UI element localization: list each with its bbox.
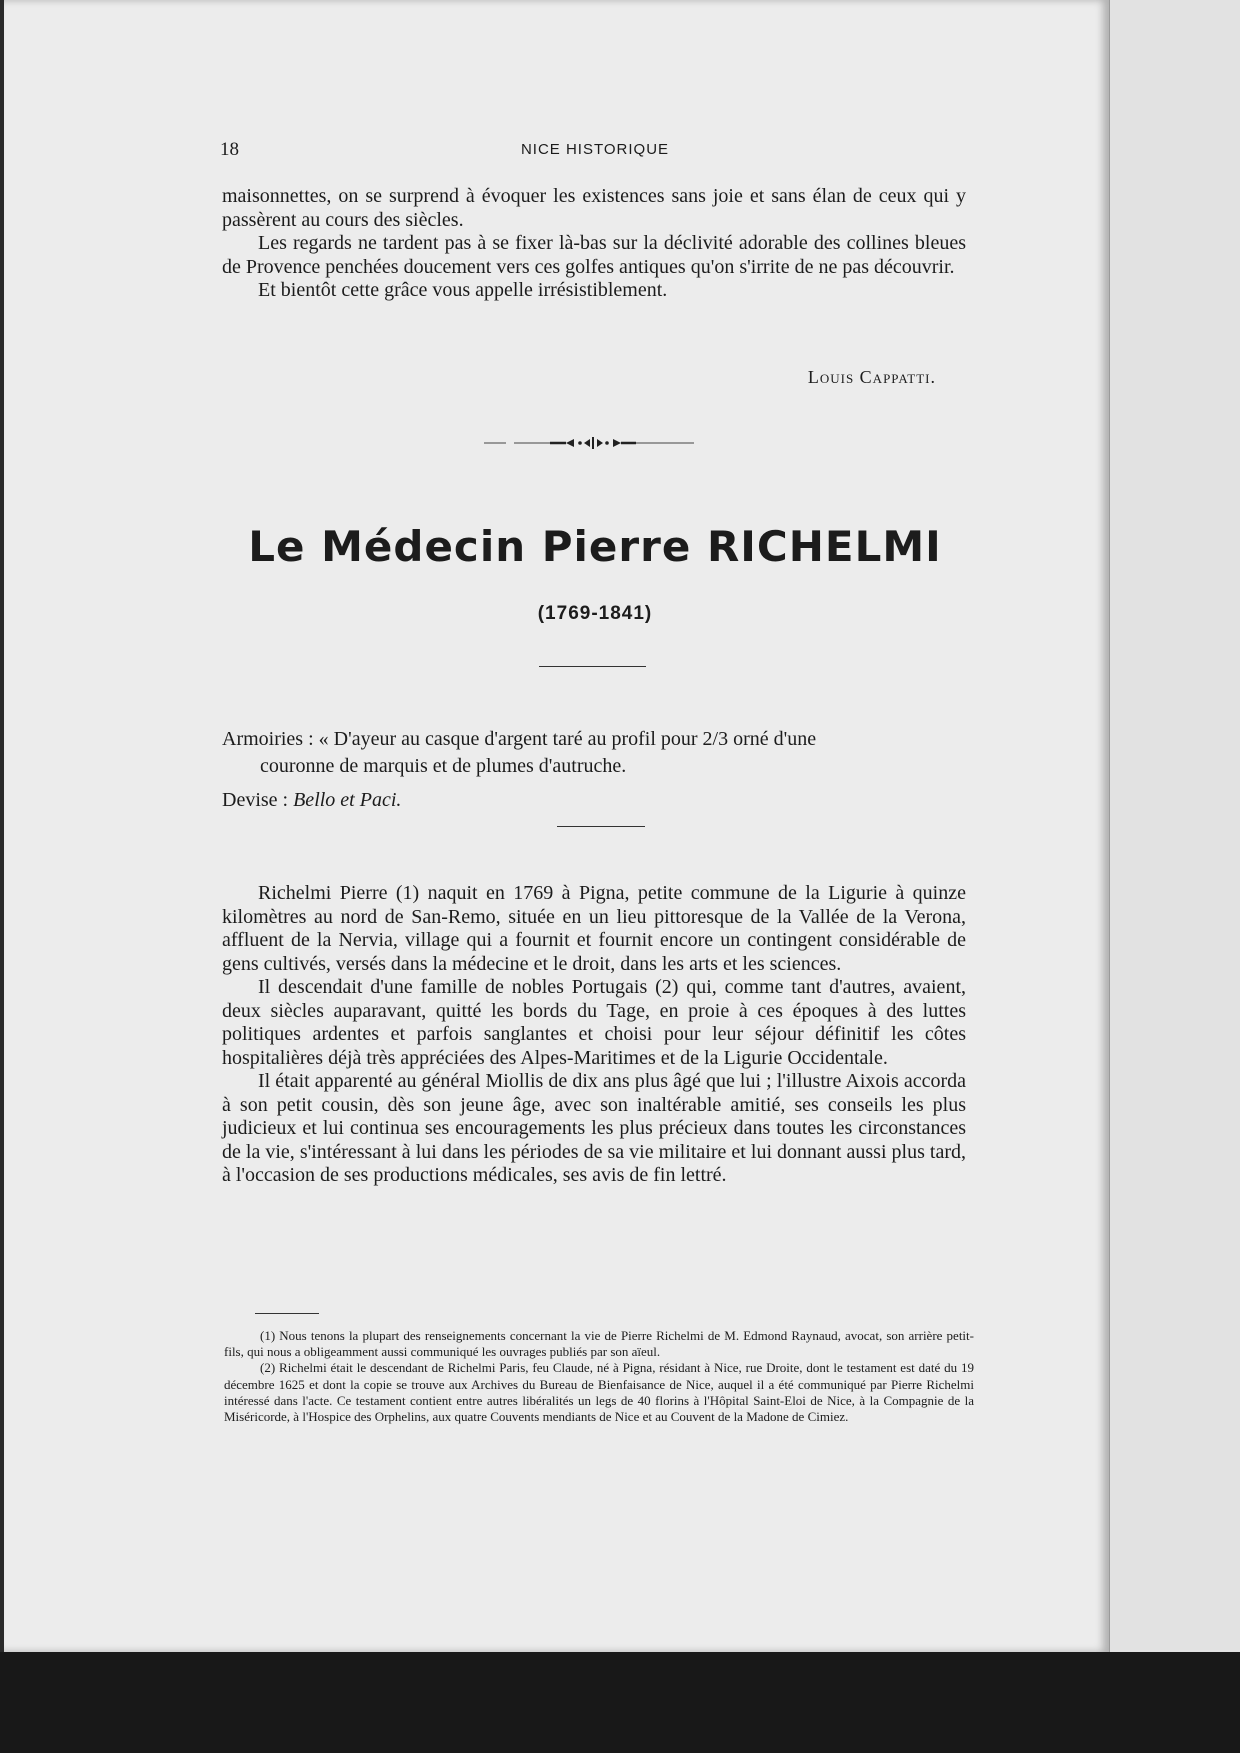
paragraph: maisonnettes, on se surprend à évoquer les existences sans joie et sans élan de ceux qui y passèrent au cours des siècles. <box>222 185 966 231</box>
previous-article-ending <box>222 185 966 303</box>
paragraph: Richelmi Pierre (1) naquit en 1769 à Pigna, petite commune de la Ligurie à quinze kilomètres au nord de San-Remo, située en un lieu pittoresque de la Vallée de la Verona, affluent de la Nervia, village qui a fournit et fournit encore un contingent considérable de gens cultivés, versés dans la médecine et le droit, dans les arts et les sciences. <box>222 882 966 975</box>
underlying-page <box>1108 0 1240 1660</box>
divider-rule <box>539 666 646 667</box>
devise <box>222 789 401 812</box>
section-divider-ornament <box>484 433 694 453</box>
article-body <box>222 882 966 1188</box>
armoiries-line: Armoiries : « D'ayeur au casque d'argent taré au profil pour 2/3 orné d'une <box>222 728 817 750</box>
article-dates: (1769-1841) <box>537 603 653 624</box>
devise-label: Devise : <box>222 789 289 811</box>
footnote: (2) Richelmi était le descendant de Richelmi Paris, feu Claude, né à Pigna, résidant à Nice, rue Droite, dont le testament est daté du 19 décembre 1625 et dont la copie se trouve aux Archives du Bureau de Bienfaisance de Nice, auquel il a été communiqué par Pierre Richelmi intéressé dans l'acte. Ce testament contient entre autres libéralités un legs de 40 florins à l'Hôpital Saint-Eloi de Nice, à la Compagnie de la Miséricorde, à l'Hospice des Orphelins, aux quatre Couvents mendiants de Nice et au Couvent de la Madone de Cimiez. <box>224 1360 974 1425</box>
footnote-rule <box>255 1313 319 1314</box>
armoiries-line: couronne de marquis et de plumes d'autruche. <box>260 755 627 777</box>
page-number: 18 <box>220 139 239 160</box>
article-title: Le Médecin Pierre RICHELMI <box>248 522 942 571</box>
paragraph: Il descendait d'une famille de nobles Portugais (2) qui, comme tant d'autres, avaient, deux siècles auparavant, quitté les bords du Tage, en proie à ces époques à des luttes politiques ardentes et parfois sanglantes et choisi pour leur séjour définitif les côtes hospitalières déjà très appréciées des Alpes-Maritimes et de la Ligurie Occidentale. <box>222 976 966 1069</box>
footnote: (1) Nous tenons la plupart des renseignements concernant la vie de Pierre Richelmi de M. Edmond Raynaud, avocat, son arrière petit-fils, qui nous a obligeamment aussi communiqué les ouvrages publiés par son aïeul. <box>224 1328 974 1360</box>
paragraph: Les regards ne tardent pas à se fixer là-bas sur la déclivité adorable des collines bleues de Provence penchées doucement vers ces golfes antiques qu'on s'irrite de ne pas découvrir. <box>222 232 966 278</box>
running-title: NICE HISTORIQUE <box>520 141 670 158</box>
author-signature: Louis Cappatti. <box>807 367 936 387</box>
divider-rule <box>557 826 645 827</box>
scan-bottom-margin <box>0 1652 1240 1753</box>
footnotes <box>224 1328 974 1425</box>
devise-motto: Bello et Paci. <box>293 789 402 811</box>
armoiries <box>222 726 966 780</box>
paragraph: Et bientôt cette grâce vous appelle irrésistiblement. <box>258 279 668 301</box>
page-header <box>220 139 970 163</box>
paragraph: Il était apparenté au général Miollis de dix ans plus âgé que lui ; l'illustre Aixois accorda à son petit cousin, dès son jeune âge, avec son inaltérable amitié, ses conseils les plus judicieux et lui continua ses encouragements les plus précieux dans toutes les circonstances de la vie, s'intéressant à lui dans les périodes de sa vie militaire et lui donnant aussi plus tard, à l'occasion de ses productions médicales, ses avis de fin lettré. <box>222 1070 966 1186</box>
